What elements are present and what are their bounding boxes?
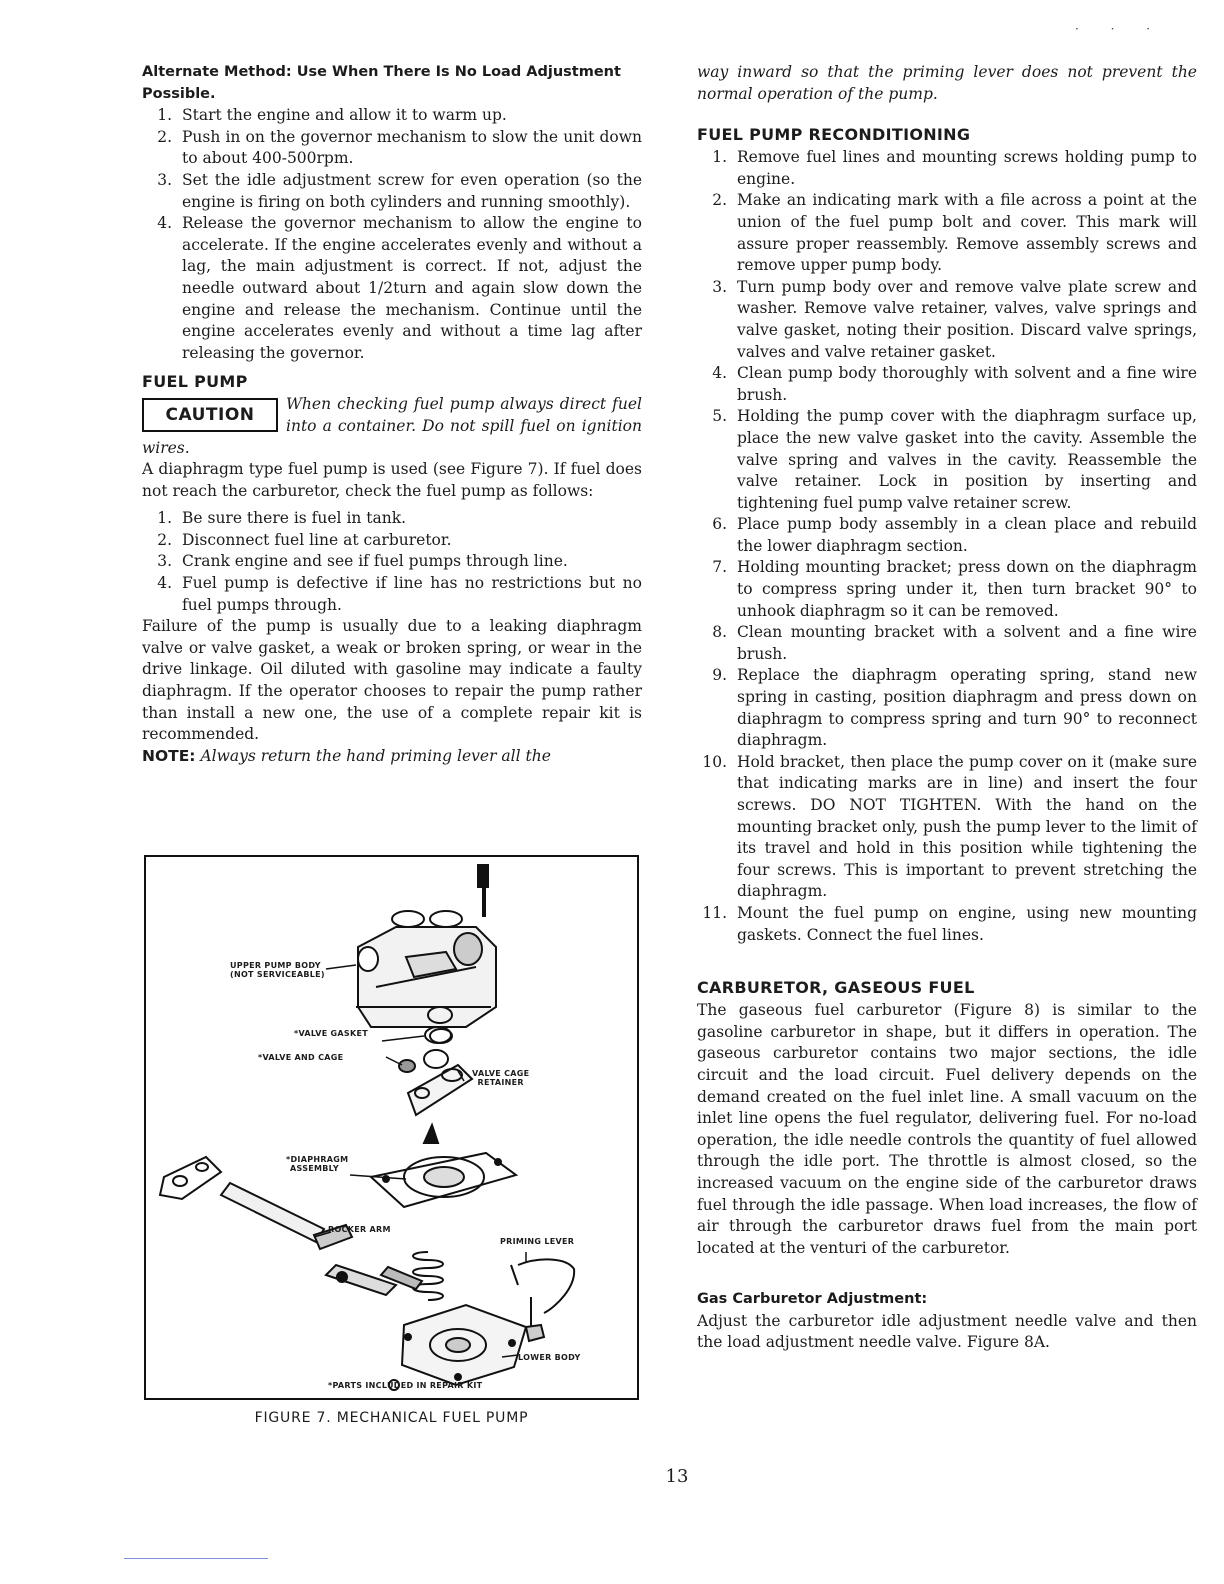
fuel-pump-figure [144, 855, 639, 1400]
caution-text: When checking fuel pump always direct fuel into a container. Do not spill fuel on ignition wires. [142, 395, 642, 457]
label-repair-kit-note: *PARTS INCLUDED IN REPAIR KIT [328, 1381, 483, 1390]
list-item: 8. Clean mounting bracket with a solvent and a fine wire brush. [712, 623, 1197, 663]
fuel-pump-intro: A diaphragm type fuel pump is used (see Figure 7). If fuel does not reach the carburetor, check the fuel pump as follows: [142, 460, 642, 500]
list-item: 3. Turn pump body over and remove valve plate screw and washer. Remove valve retainer, valves, valve springs and valve gasket, noting their position. Discard valve springs, valves and valve retainer gasket. [712, 277, 1197, 361]
list-item: 3. Set the idle adjustment screw for even operation (so the engine is firing on both cylinders and running smoothly). [157, 170, 642, 211]
page-number: 13 [665, 1466, 689, 1487]
left-column [142, 62, 642, 767]
fuel-pump-check-steps [142, 508, 642, 616]
label-rocker-arm: ROCKER ARM [328, 1225, 391, 1234]
list-item: 2. Make an indicating mark with a file across a point at the union of the fuel pump bolt and cover. This mark will assure proper reassembly. Remove assembly screws and remove upper pump body. [712, 191, 1197, 275]
list-item: 1. Start the engine and allow it to warm up. [157, 106, 507, 125]
right-column [697, 62, 1197, 1354]
label-priming-lever: PRIMING LEVER [500, 1237, 575, 1246]
list-item: 1. Remove fuel lines and mounting screws holding pump to engine. [712, 148, 1197, 188]
figure-caption: FIGURE 7. MECHANICAL FUEL PUMP [254, 1410, 529, 1426]
scan-marks: · · · [1075, 22, 1165, 36]
bottom-rule [124, 1558, 268, 1559]
note-text: Always return the hand priming lever all the [200, 746, 551, 765]
caution-notice [142, 394, 642, 459]
note-label: NOTE: [142, 746, 196, 765]
list-item: 10. Hold bracket, then place the pump cover on it (make sure that indicating marks are in line) and insert the four screws. DO NOT TIGHTEN. With the hand on the mounting bracket only, push the pump lever to the limit of its travel and hold in this position while tightening the four screws. This is important to prevent stretching the diaphragm. [702, 752, 1197, 901]
label-valve-cage-retainer: VALVE CAGE RETAINER [472, 1069, 530, 1087]
list-item: 5. Holding the pump cover with the diaphragm surface up, place the new valve gasket into the cavity. Assemble the valve spring and valves in the cavity. Reassemble the valve retainer. Lock in position by inserting and tightening fuel pump valve retainer screw. [712, 407, 1197, 512]
list-item: 7. Holding mounting bracket; press down on the diaphragm to compress spring under it, then turn bracket 90° to unhook diaphragm so it can be removed. [712, 558, 1197, 620]
list-item: 4. Release the governor mechanism to allow the engine to accelerate. If the engine accelerates evenly and without a lag, the main adjustment is correct. If not, adjust the needle outward about 1/2turn and again slow down the engine and release the mechanism. Continue until the engine accelerates evenly and without a time lag after releasing the governor. [157, 214, 642, 362]
gas-carburetor-adjustment-text: Adjust the carburetor idle adjustment needle valve and then the load adjustment needle valve. Figure 8A. [697, 1311, 1197, 1352]
list-item: 4. Clean pump body thoroughly with solvent and a fine wire brush. [712, 364, 1197, 404]
note-continuation: way inward so that the priming lever does not prevent the normal operation of the pump. [697, 63, 1197, 103]
carburetor-gaseous-text: The gaseous fuel carburetor (Figure 8) is similar to the gasoline carburetor in shape, but it differs in operation. The gaseous carburetor contains two major sections, the idle circuit and the load circuit. Fuel delivery depends on the demand created on the fuel inlet line. A small vacuum on the inlet line opens the fuel regulator, delivering fuel. For no-load operation, the idle needle controls the quantity of fuel allowed through the idle port. The throttle is almost closed, so the increased vacuum on the engine side of the carburetor draws fuel through the idle passage. When load increases, the flow of air through the carburetor draws fuel from the main port located at the venturi of the carburetor. [697, 1001, 1197, 1257]
list-item: 6. Place pump body assembly in a clean place and rebuild the lower diaphragm section. [712, 515, 1197, 555]
label-valve-gasket: *VALVE GASKET [294, 1029, 369, 1038]
label-upper-pump-body: UPPER PUMP BODY (NOT SERVICEABLE) [230, 961, 325, 979]
list-item: 11. Mount the fuel pump on engine, using new mounting gaskets. Connect the fuel lines. [702, 903, 1197, 944]
gas-carburetor-adjustment-heading: Gas Carburetor Adjustment: [697, 1291, 928, 1308]
fuel-pump-exploded-diagram [146, 857, 637, 1398]
failure-paragraph: Failure of the pump is usually due to a leaking diaphragm valve or valve gasket, a weak or broken spring, or wear in the drive linkage. Oil diluted with gasoline may indicate a faulty diaphragm. If the operator chooses to repair the pump rather than install a new one, the use of a complete repair kit is recommended. [142, 617, 642, 744]
list-item: 9. Replace the diaphragm operating spring, stand new spring in casting, position diaphragm and press down on diaphragm to compress spring and turn 90° to reconnect diaphragm. [712, 666, 1197, 750]
label-valve-and-cage: *VALVE AND CAGE [258, 1053, 344, 1062]
alternate-method-heading: Alternate Method: Use When There Is No Load Adjustment Possible. [142, 64, 621, 102]
label-lower-body: LOWER BODY [518, 1353, 581, 1362]
list-item: 3. Crank engine and see if fuel pumps through line. [157, 552, 568, 571]
reconditioning-steps [697, 147, 1197, 946]
alternate-method-steps [142, 105, 642, 364]
list-item: 2. Push in on the governor mechanism to slow the unit down to about 400-500rpm. [157, 127, 642, 168]
label-diaphragm-assembly: *DIAPHRAGM ASSEMBLY [286, 1155, 349, 1173]
reconditioning-heading: FUEL PUMP RECONDITIONING [697, 125, 971, 145]
list-item: 1. Be sure there is fuel in tank. [157, 509, 407, 528]
list-item: 2. Disconnect fuel line at carburetor. [157, 530, 452, 549]
caution-badge: CAUTION [142, 398, 278, 432]
list-item: 4. Fuel pump is defective if line has no restrictions but no fuel pumps through. [157, 574, 642, 614]
fuel-pump-heading: FUEL PUMP [142, 372, 248, 392]
note-paragraph [142, 746, 642, 768]
carburetor-gaseous-heading: CARBURETOR, GASEOUS FUEL [697, 978, 975, 998]
